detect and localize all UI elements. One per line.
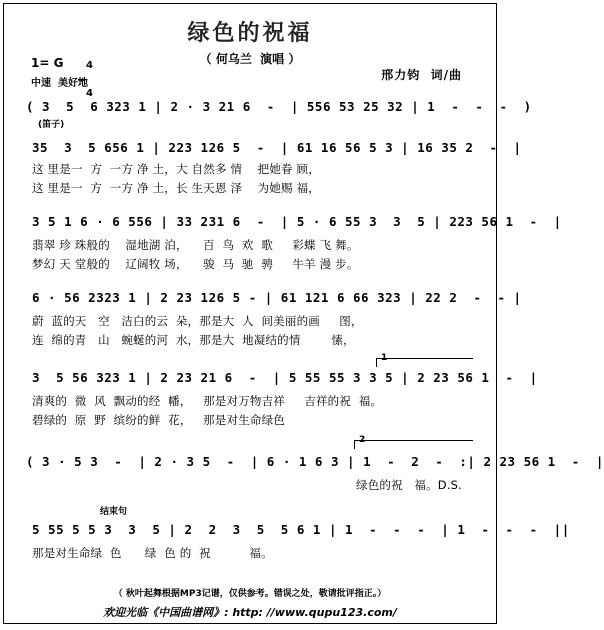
score-sheet [3,3,604,624]
performer-credit: （ 何乌兰 演唱 ） [199,52,301,66]
line-3-lyric-verse-2: 连 绵的青 山 蜿蜒的河 水，那是大 地凝结的情 愫， [32,333,355,347]
tempo-marking: 中速 美好地 [31,78,88,89]
key-signature: 1= G [31,56,64,70]
song-title: 绿色的祝福 [187,21,313,46]
intro-notes: ( 3 5 6 323 1 | 2 · 3 21 6 - | 556 53 25 32 | 1 - - - ) [26,99,532,114]
volta-bracket-1 [376,353,473,367]
volta-bracket-2 [354,435,473,449]
line-2-lyric-verse-1: 翡翠 珍 珠般的 湿地湖 泊， 百 鸟 欢 歌 彩蝶 飞 舞。 [32,238,359,252]
volta-2-label: 2 [359,435,366,445]
line-2-notes: 3 5 1 6 · 6 556 | 33 231 6 - | 5 · 6 55 3 3 5 | 223 56 1 - | [32,214,562,229]
line-2-lyric-verse-2: 梦幻 天 堂般的 辽阔牧 场， 骏 马 驰 骋 牛羊 漫 步。 [32,257,359,271]
meter-top: 4 [85,60,93,71]
intro-instrument: (笛子) [38,120,65,130]
line-4-lyric-verse-2: 碧绿的 原 野 缤纷的鲜 花， 那是对生命绿色 [32,413,286,427]
line-5-notes: ( 3 · 5 3 - | 2 · 3 5 - | 6 · 1 6 3 | 1 - 2 - :| 2 23 56 1 - | [26,454,604,469]
line-1-lyric-verse-2: 这 里是一 方 一方 净 土，长 生天恩 泽 为她赐 福， [32,181,320,195]
line-3-lyric-verse-1: 蔚 蓝的天 空 洁白的云 朵，那是大 人 间美丽的画 图， [32,314,363,328]
composer-credit: 邢力钧 词/曲 [381,68,462,82]
line-3-notes: 6 · 56 2323 1 | 2 23 126 5 - | 61 121 6 66 323 | 22 2 - - | [32,290,522,305]
transcription-note: （ 秋叶起舞根据MP3记谱，仅供参考。错误之处，敬请批评指正。） [113,589,387,599]
volta-1-label: 1 [381,353,388,363]
line-5-lyric: 绿色的祝 福。D.S. [356,478,463,492]
line-4-lyric-verse-1: 清爽的 微 风 飘动的经 幡， 那是对万物吉祥 吉祥的祝 福。 [32,394,383,408]
line-6-lyric: 那是对生命绿 色 绿 色 的 祝 福。 [32,546,273,560]
site-welcome: 欢迎光临《中国曲谱网》: http: //www.qupu123.com/ [103,606,397,619]
meter-bottom: 4 [85,88,93,99]
line-1-notes: 35 3 5 656 1 | 223 126 5 - | 61 16 56 5 3 | 16 35 2 - | [32,140,522,155]
ending-label: 结束句 [100,507,128,517]
line-6-notes: 5 55 5 5 3 3 5 | 2 2 3 5 5 6 1 | 1 - - - | 1 - - - || [32,522,570,537]
line-1-lyric-verse-1: 这 里是一 方 一方 净 土，大 自然多 情 把她眷 顾， [32,162,320,176]
line-4-notes: 3 5 56 323 1 | 2 23 21 6 - | 5 55 55 3 3 5 | 2 23 56 1 - | [32,370,538,385]
